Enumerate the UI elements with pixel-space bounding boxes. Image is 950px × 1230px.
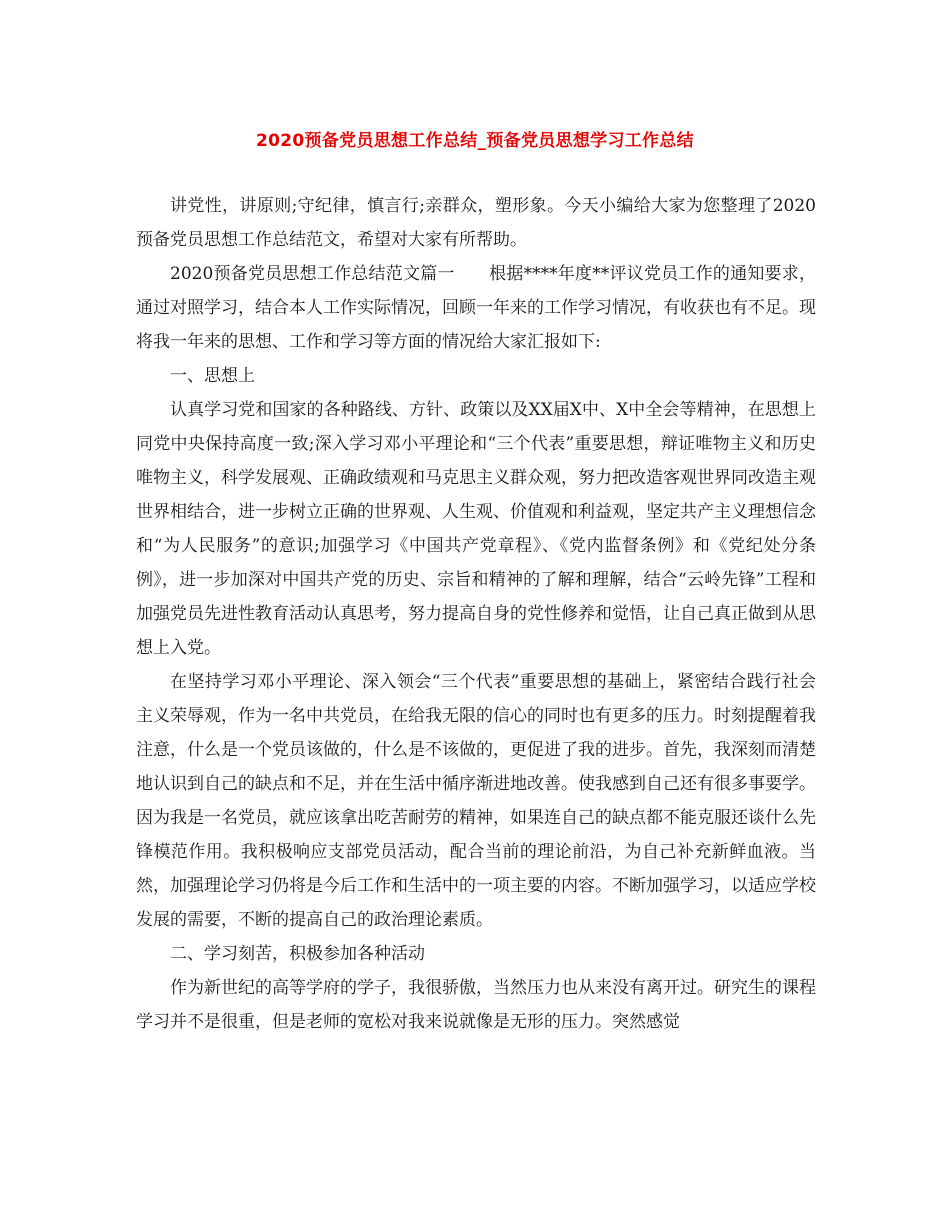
section-heading-thought: 一、思想上 <box>170 366 255 386</box>
paragraph-intro: 讲党性，讲原则;守纪律，慎言行;亲群众，塑形象。今天小编给大家为您整理了2020预备党员思想工作总结范文，希望对大家有所帮助。 <box>136 196 816 250</box>
paragraph-thought-1: 认真学习党和国家的各种路线、方针、政策以及XX届X中、X中全会等精神，在思想上同党中央保持高度一致;深入学习邓小平理论和“三个代表”重要思想，辩证唯物主义和历史唯物主义，科学发展观、正确政绩观和马克思主义群众观，努力把改造客观世界同改造主观世界相结合，进一步树立正确的世界观、人生观、价值观和利益观，坚定共产主义理想信念和“为人民服务”的意识;加强学习《中国共产党章程》、《党内监督条例》和《党纪处分条例》，进一步加深对中国共产党的历史、宗旨和精神的了解和理解，结合“云岭先锋”工程和加强党员先进性教育活动认真思考，努力提高自身的党性修养和觉悟，让自己真正做到从思想上入党。 <box>136 400 816 658</box>
document-title: 2020预备党员思想工作总结_预备党员思想学习工作总结 <box>256 131 694 151</box>
paragraph-article-one: 2020预备党员思想工作总结范文篇一 根据****年度**评议党员工作的通知要求，通过对照学习，结合本人工作实际情况，回顾一年来的工作学习情况，有收获也有不足。现将我一年来的思想、工作和学习等方面的情况给大家汇报如下: <box>136 264 816 352</box>
section-heading-study: 二、学习刻苦，积极参加各种活动 <box>170 944 425 964</box>
paragraph-thought-2: 在坚持学习邓小平理论、深入领会“三个代表”重要思想的基础上，紧密结合践行社会主义荣辱观，作为一名中共党员，在给我无限的信心的同时也有更多的压力。时刻提醒着我注意，什么是一个党员该做的，什么是不该做的，更促进了我的进步。首先，我深刻而清楚地认识到自己的缺点和不足，并在生活中循序渐进地改善。使我感到自己还有很多事要学。因为我是一名党员，就应该拿出吃苦耐劳的精神，如果连自己的缺点都不能克服还谈什么先锋模范作用。我积极响应支部党员活动，配合当前的理论前沿，为自己补充新鲜血液。当然，加强理论学习仍将是今后工作和生活中的一项主要的内容。不断加强学习，以适应学校发展的需要，不断的提高自己的政治理论素质。 <box>136 672 816 930</box>
paragraph-study-1: 作为新世纪的高等学府的学子，我很骄傲，当然压力也从来没有离开过。研究生的课程学习并不是很重，但是老师的宽松对我来说就像是无形的压力。突然感觉 <box>136 978 816 1032</box>
document-body <box>136 189 816 1039</box>
